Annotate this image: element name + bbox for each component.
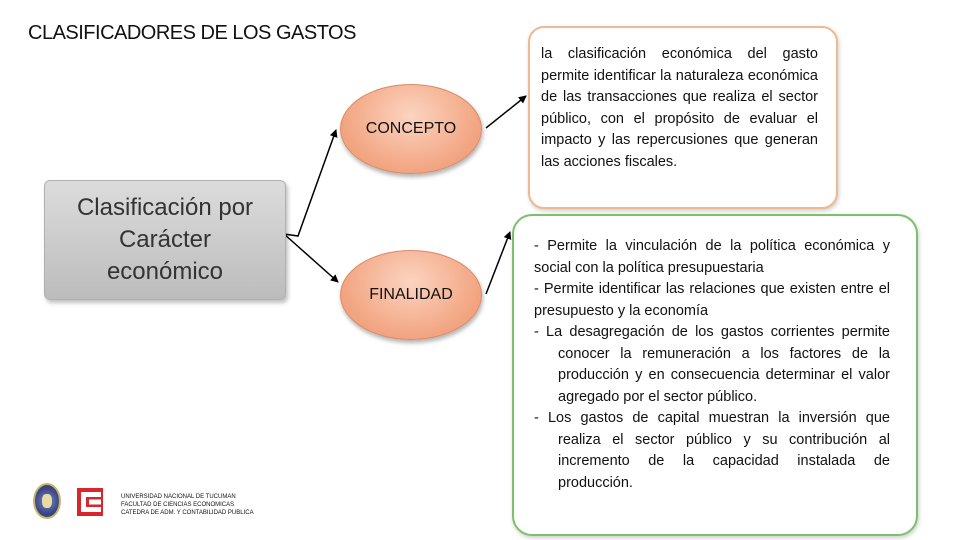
finalidad-node xyxy=(340,250,482,340)
arrow-to-concepto-text xyxy=(486,96,526,128)
finalidad-item: - Permite identificar las relaciones que existen entre el presupuesto y la economía xyxy=(534,281,890,319)
footer-line: FACULTAD DE CIENCIAS ECONOMICAS xyxy=(121,502,235,508)
finalidad-item: - La desagregación de los gastos corrientes permite conocer la remuneración a los factores de la producción y en consecuencia determinar el valor agregado por el sector público. xyxy=(534,324,890,405)
concepto-label: CONCEPTO xyxy=(365,120,457,137)
finalidad-description-box xyxy=(512,214,918,536)
arrow-to-finalidad-text xyxy=(486,232,510,294)
fce-logo-icon xyxy=(77,488,103,516)
arrow-to-concepto xyxy=(284,130,336,236)
finalidad-item: - Permite la vinculación de la política económica y social con la política presupuestaria xyxy=(534,238,890,276)
university-seal-icon xyxy=(33,483,61,519)
main-category-box xyxy=(44,180,286,300)
arrow-to-finalidad xyxy=(284,234,338,282)
main-box-line: Carácter xyxy=(118,226,211,253)
main-box-line: Clasificación por xyxy=(76,194,254,221)
concepto-node xyxy=(340,84,482,174)
concepto-description: la clasificación económica del gasto permite identificar la naturaleza económica de las transacciones que realiza el sector público, con el propósito de evaluar el impacto y las repercusiones que generan las acciones fiscales. xyxy=(541,46,818,170)
main-box-line: económico xyxy=(106,258,224,285)
concepto-description-box xyxy=(528,26,838,209)
finalidad-label: FINALIDAD xyxy=(369,286,453,303)
finalidad-item: - Los gastos de capital muestran la inversión que realiza el sector público y su contribución al incremento de la capacidad instalada de producción. xyxy=(534,410,890,491)
footer-text xyxy=(121,493,254,517)
page-title: CLASIFICADORES DE LOS GASTOS xyxy=(28,22,356,44)
footer-line: CATEDRA DE ADM. Y CONTABILIDAD PUBLICA xyxy=(121,510,254,516)
footer-line: UNIVERSIDAD NACIONAL DE TUCUMAN xyxy=(121,494,236,500)
